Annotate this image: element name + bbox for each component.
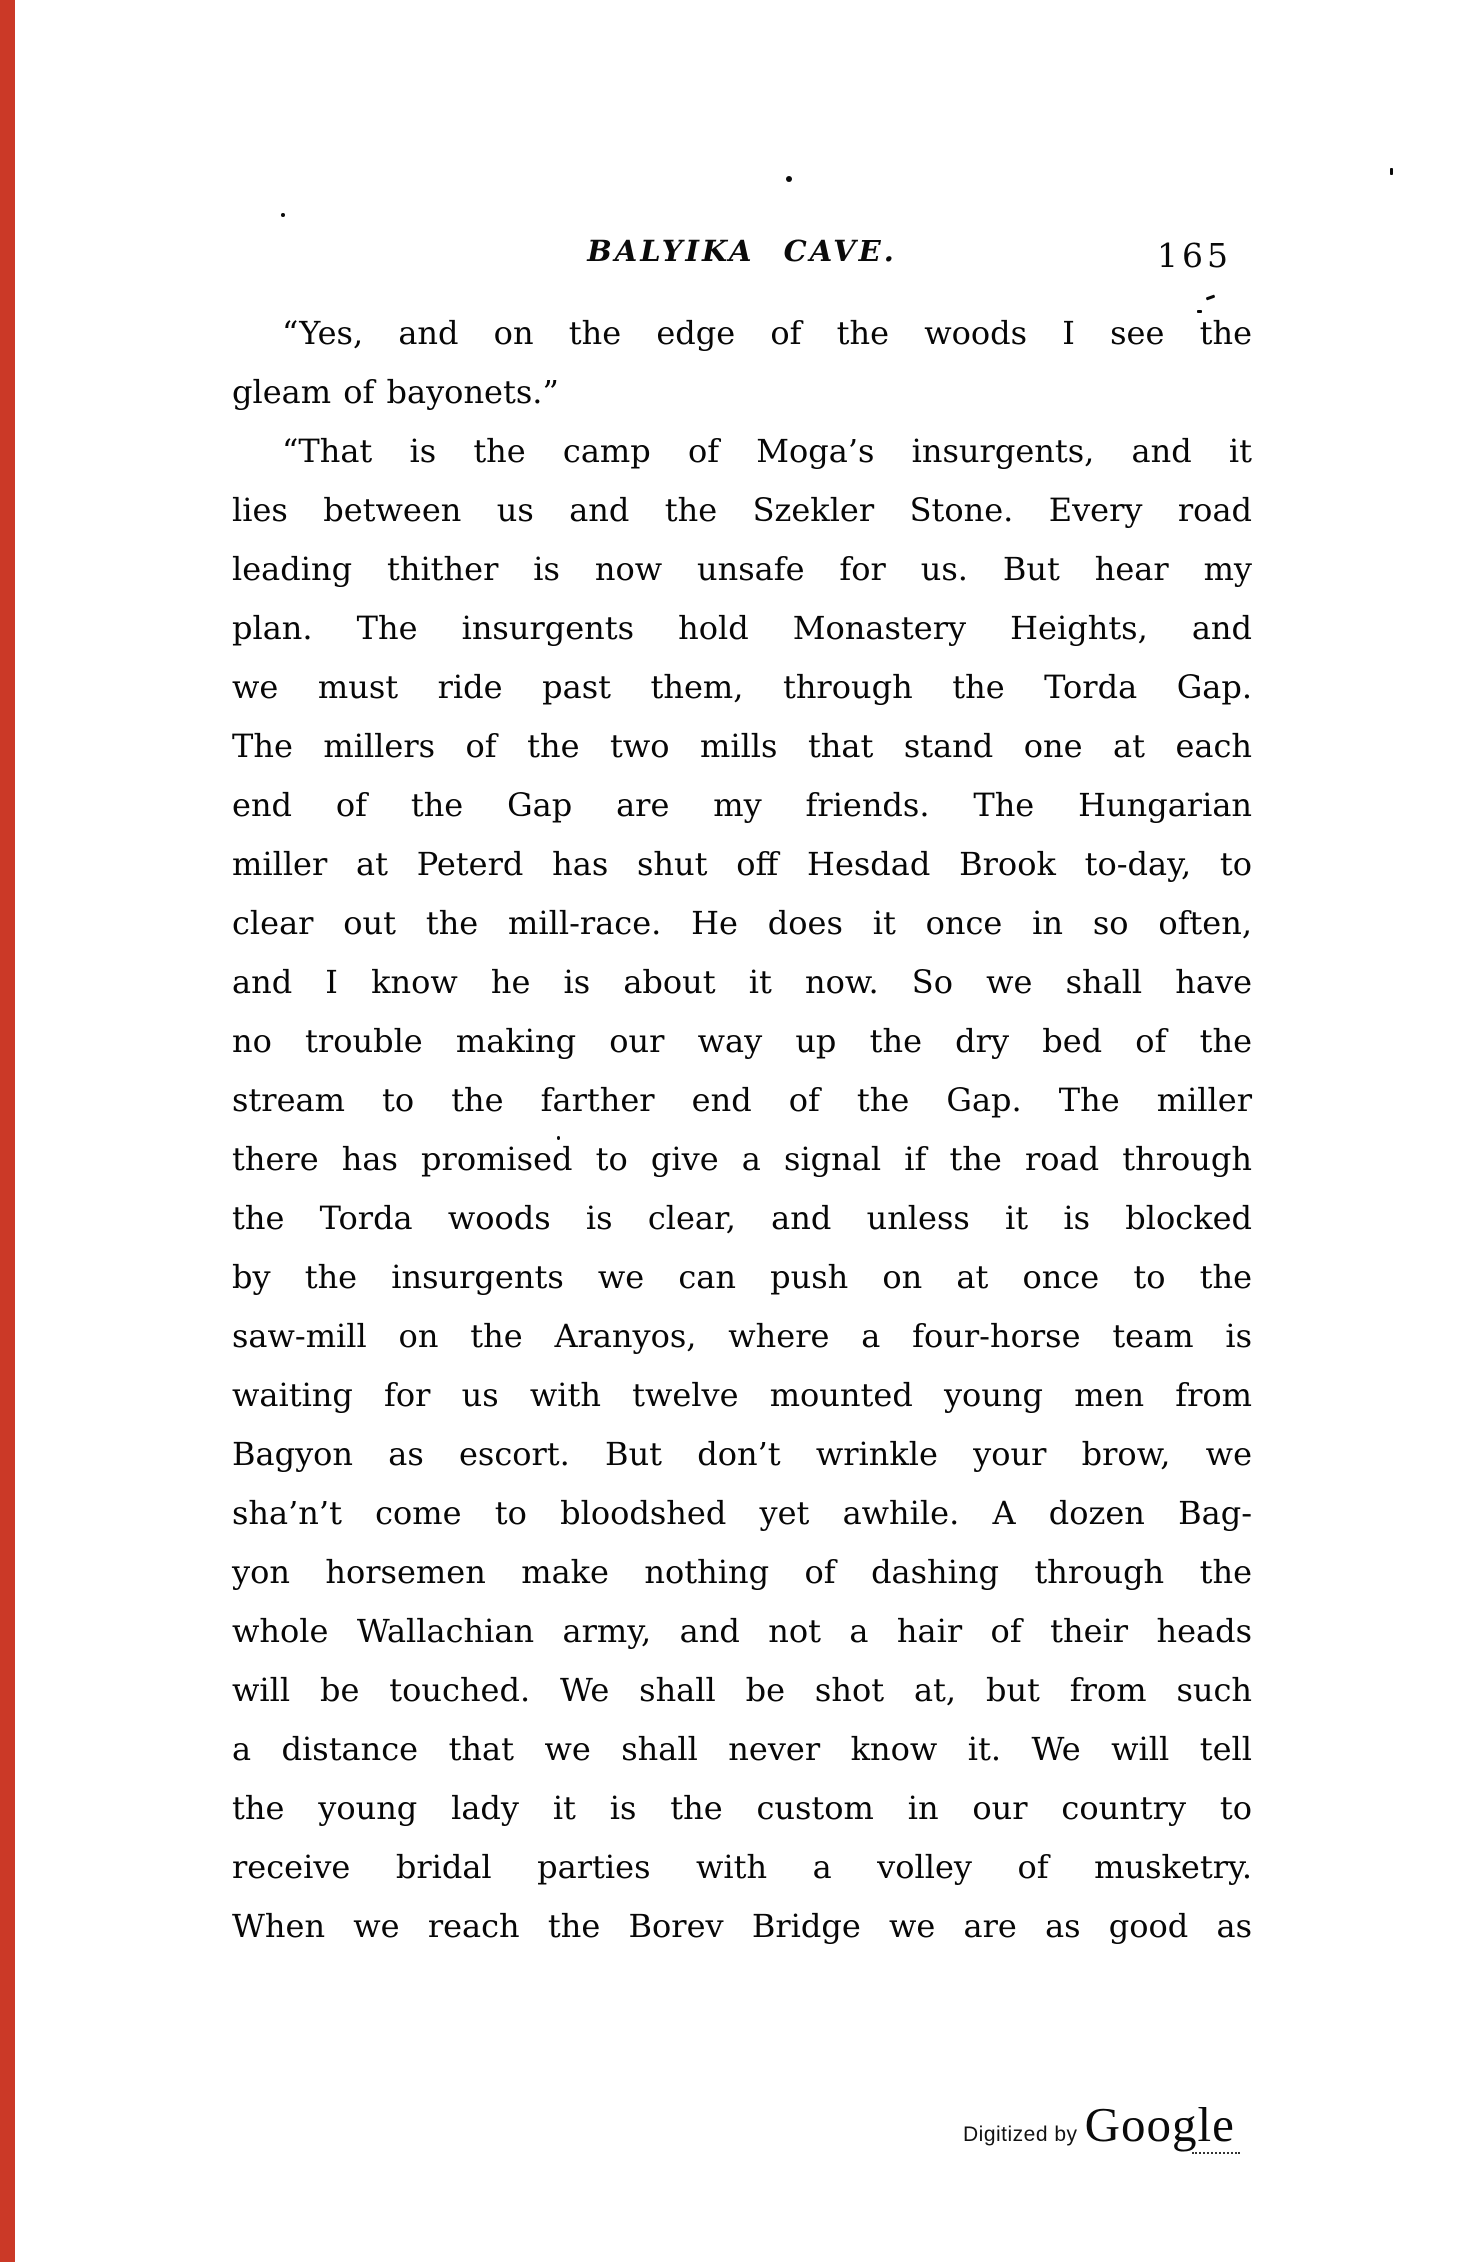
- text-line: the young lady it is the custom in our country to: [232, 1789, 1252, 1827]
- text-line: we must ride past them, through the Torda Gap.: [232, 668, 1252, 706]
- text-line: “That is the camp of Moga’s insurgents, and it: [282, 432, 1252, 470]
- text-line: lies between us and the Szekler Stone. Every road: [232, 491, 1252, 529]
- page-text: [232, 304, 1252, 1956]
- text-line: receive bridal parties with a volley of musketry.: [232, 1848, 1252, 1886]
- text-line: there has promised to give a signal if the road through: [232, 1140, 1252, 1178]
- running-head: BALYIKA CAVE.: [587, 234, 897, 268]
- text-line: plan. The insurgents hold Monastery Heights, and: [232, 609, 1252, 647]
- text-line: leading thither is now unsafe for us. But hear my: [232, 550, 1252, 588]
- digitized-by-label: Digitized by: [963, 2123, 1078, 2146]
- text-line: yon horsemen make nothing of dashing through the: [232, 1553, 1252, 1591]
- text-line: The millers of the two mills that stand one at each: [232, 727, 1252, 765]
- running-head-row: [232, 234, 1252, 268]
- scan-underline-artifact: [1192, 2152, 1240, 2154]
- text-line: stream to the farther end of the Gap. The miller: [232, 1081, 1252, 1119]
- text-line: Bagyon as escort. But don’t wrinkle your brow, we: [232, 1435, 1252, 1473]
- ink-speck: [557, 1136, 560, 1140]
- text-line: clear out the mill-race. He does it once in so often,: [232, 904, 1252, 942]
- text-line: a distance that we shall never know it. We will tell: [232, 1730, 1252, 1768]
- text-line: When we reach the Borev Bridge we are as good as: [232, 1907, 1252, 1945]
- text-line: saw-mill on the Aranyos, where a four-horse team is: [232, 1317, 1252, 1355]
- text-line: the Torda woods is clear, and unless it is blocked: [232, 1199, 1252, 1237]
- text-line: and I know he is about it now. So we shall have: [232, 963, 1252, 1001]
- text-line: whole Wallachian army, and not a hair of their heads: [232, 1612, 1252, 1650]
- text-line: will be touched. We shall be shot at, but from such: [232, 1671, 1252, 1709]
- text-line: end of the Gap are my friends. The Hungarian: [232, 786, 1252, 824]
- text-line: by the insurgents we can push on at once to the: [232, 1258, 1252, 1296]
- text-line: “Yes, and on the edge of the woods I see the: [282, 314, 1252, 352]
- text-line: no trouble making our way up the dry bed of the: [232, 1022, 1252, 1060]
- text-line: miller at Peterd has shut off Hesdad Brook to-day, to: [232, 845, 1252, 883]
- digitized-by-stamp: [963, 2096, 1235, 2153]
- page-number: 165: [1157, 236, 1232, 275]
- ink-speck: [786, 176, 792, 182]
- text-line: waiting for us with twelve mounted young men from: [232, 1376, 1252, 1414]
- book-edge-strip: [0, 0, 15, 2262]
- ink-speck: [1206, 295, 1215, 301]
- google-logo: Google: [1084, 2097, 1235, 2152]
- text-line: sha’n’t come to bloodshed yet awhile. A dozen Bag-: [232, 1494, 1252, 1532]
- ink-speck: [1390, 168, 1393, 175]
- ink-speck: [1197, 310, 1202, 313]
- text-line: gleam of bayonets.”: [232, 373, 559, 411]
- ink-speck: [281, 213, 285, 217]
